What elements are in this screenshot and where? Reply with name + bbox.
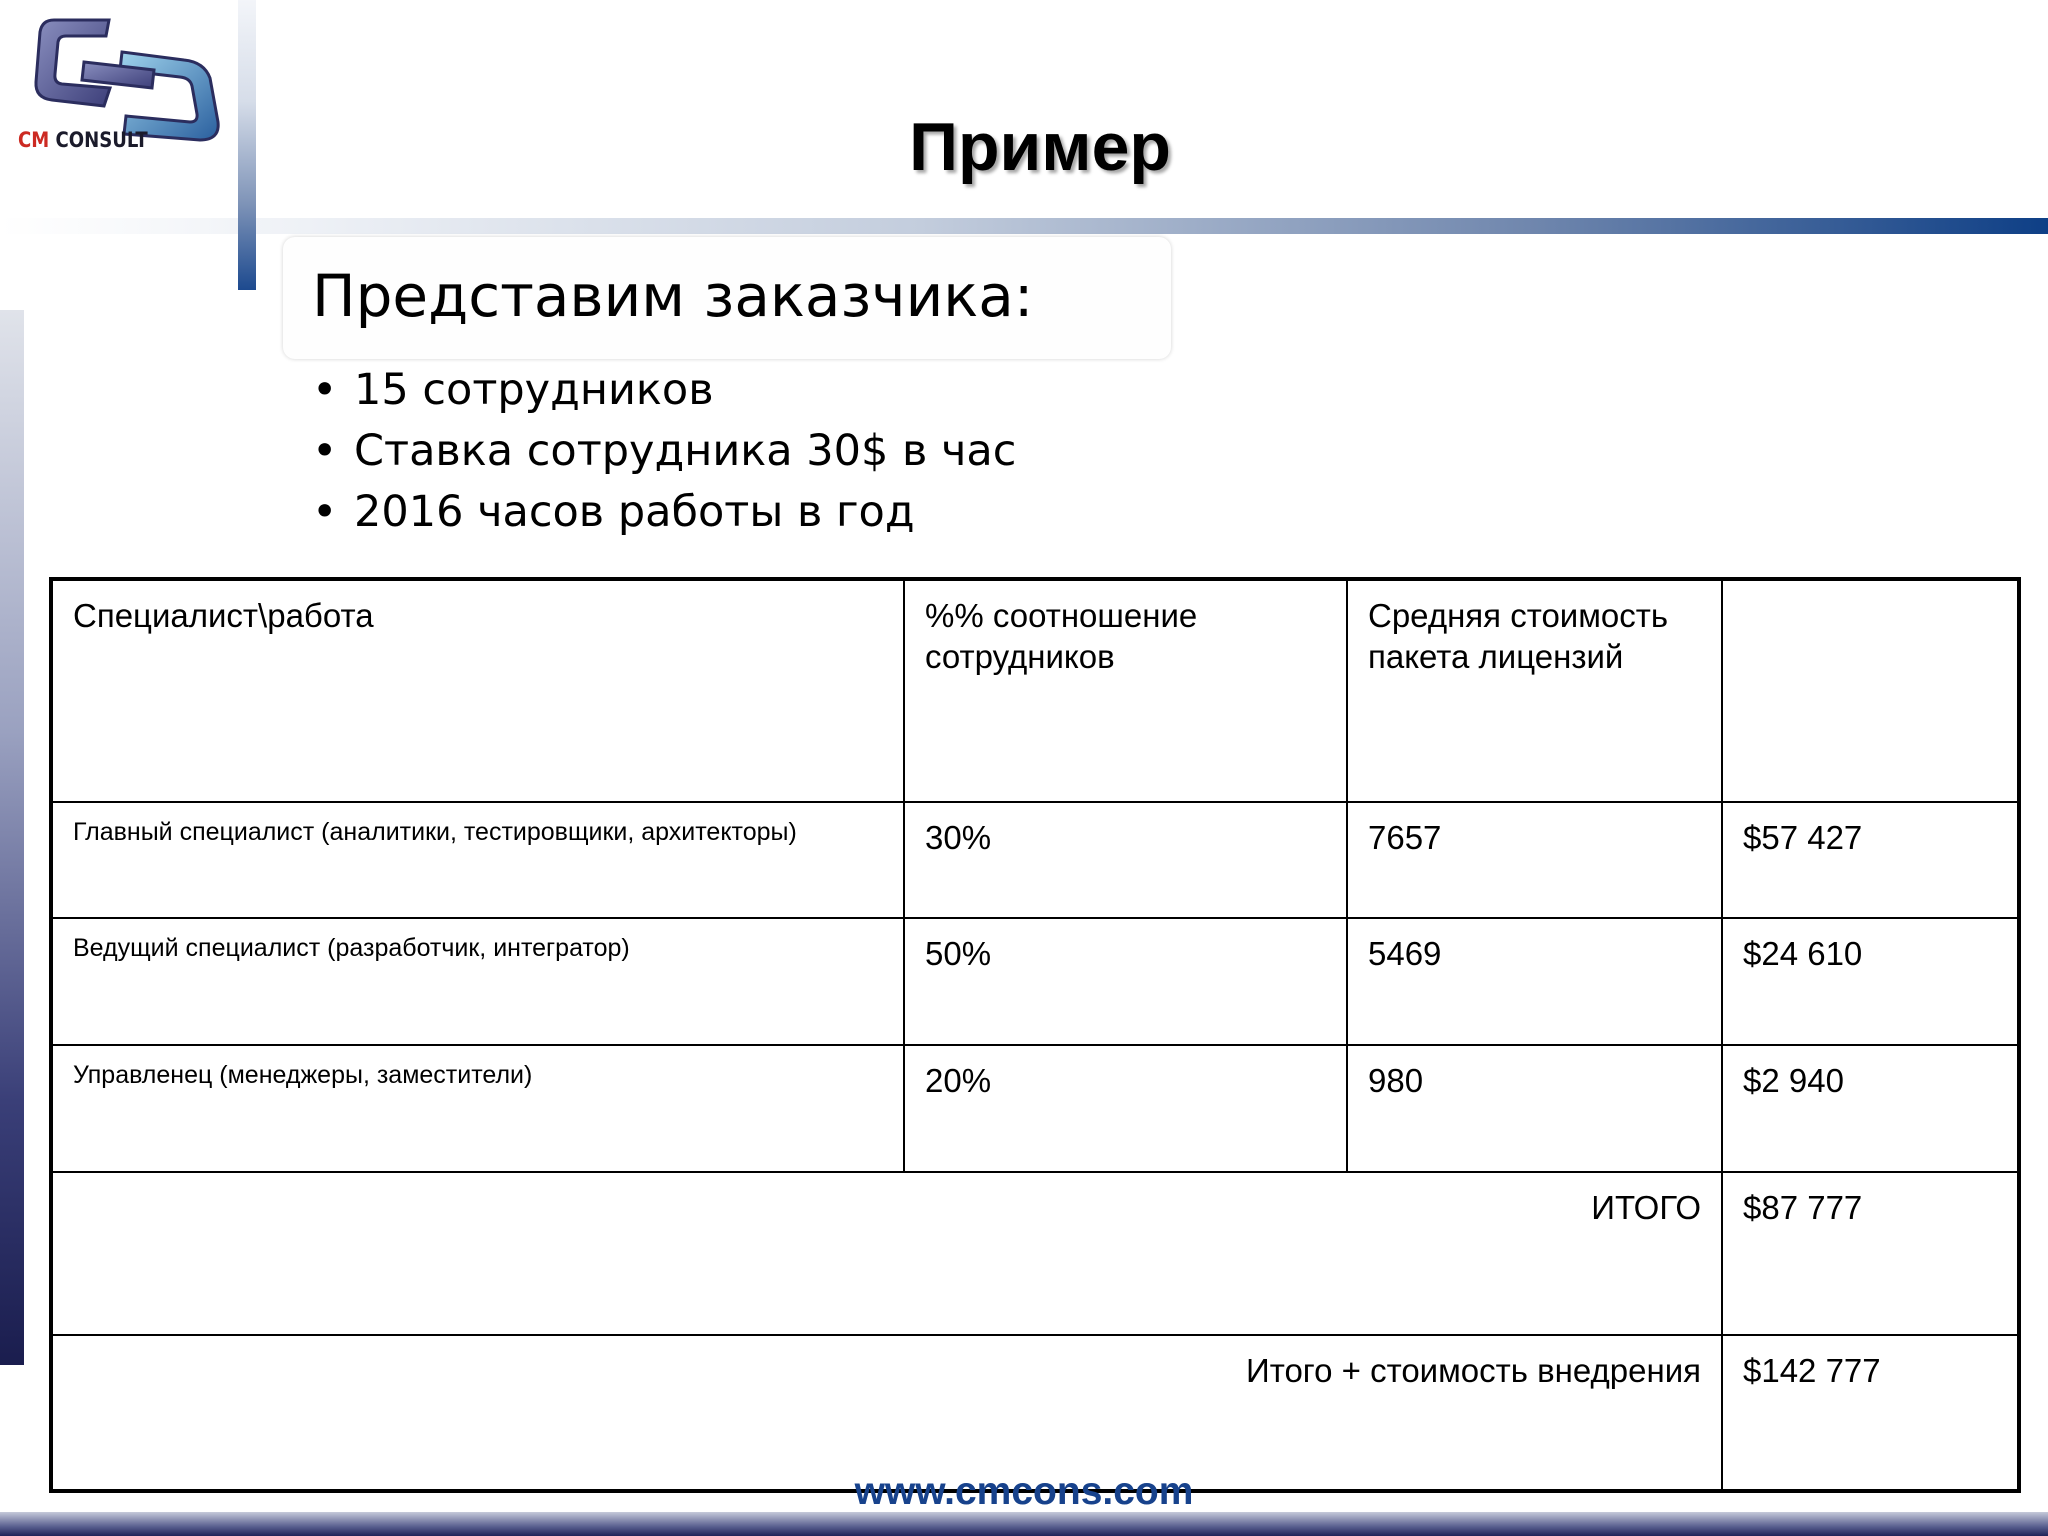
header-stripe — [0, 218, 2048, 234]
header-cell: Специалист\работа — [51, 579, 904, 802]
table-header-row — [51, 579, 2019, 802]
share-cell: 20% — [904, 1045, 1347, 1172]
left-edge-bar — [0, 310, 24, 1365]
header-cell: %% соотношение сотрудников — [904, 579, 1347, 802]
total-cell: $24 610 — [1722, 918, 2019, 1045]
subtotal-value: $87 777 — [1722, 1172, 2019, 1336]
grand-total-row — [51, 1335, 2019, 1491]
subtotal-row — [51, 1172, 2019, 1336]
list-item: • 15 сотрудников — [312, 360, 1016, 421]
grand-total-label: Итого + стоимость внедрения — [51, 1335, 1722, 1491]
license-cost-cell: 7657 — [1347, 802, 1722, 919]
total-cell: $57 427 — [1722, 802, 2019, 919]
role-cell: Управленец (менеджеры, заместители) — [51, 1045, 904, 1172]
table-row — [51, 802, 2019, 919]
bullet-icon: • — [312, 487, 338, 537]
table-row — [51, 918, 2019, 1045]
customer-bullets — [312, 360, 1016, 543]
grand-total-value: $142 777 — [1722, 1335, 2019, 1491]
list-item: • 2016 часов работы в год — [312, 482, 1016, 543]
license-cost-cell: 980 — [1347, 1045, 1722, 1172]
table-row — [51, 1045, 2019, 1172]
bullet-icon: • — [312, 426, 338, 476]
role-cell: Главный специалист (аналитики, тестировщики, архитекторы) — [51, 802, 904, 919]
slide-title: Пример — [909, 109, 1171, 185]
total-cell: $2 940 — [1722, 1045, 2019, 1172]
footer-url: www.cmcons.com — [854, 1470, 1194, 1513]
share-cell: 50% — [904, 918, 1347, 1045]
bullet-icon: • — [312, 365, 338, 415]
header-cell — [1722, 579, 2019, 802]
share-cell: 30% — [904, 802, 1347, 919]
logo-text: CM CONSULT — [18, 128, 148, 152]
header-cell: Средняя стоимость пакета лицензий — [1347, 579, 1722, 802]
subtotal-label: ИТОГО — [51, 1172, 1722, 1336]
header-vertical-bar — [238, 0, 256, 290]
subtitle: Представим заказчика: — [312, 262, 1034, 330]
bottom-band — [0, 1512, 2048, 1536]
license-cost-cell: 5469 — [1347, 918, 1722, 1045]
role-cell: Ведущий специалист (разработчик, интегратор) — [51, 918, 904, 1045]
cost-table — [49, 577, 2021, 1493]
list-item: • Ставка сотрудника 30$ в час — [312, 421, 1016, 482]
